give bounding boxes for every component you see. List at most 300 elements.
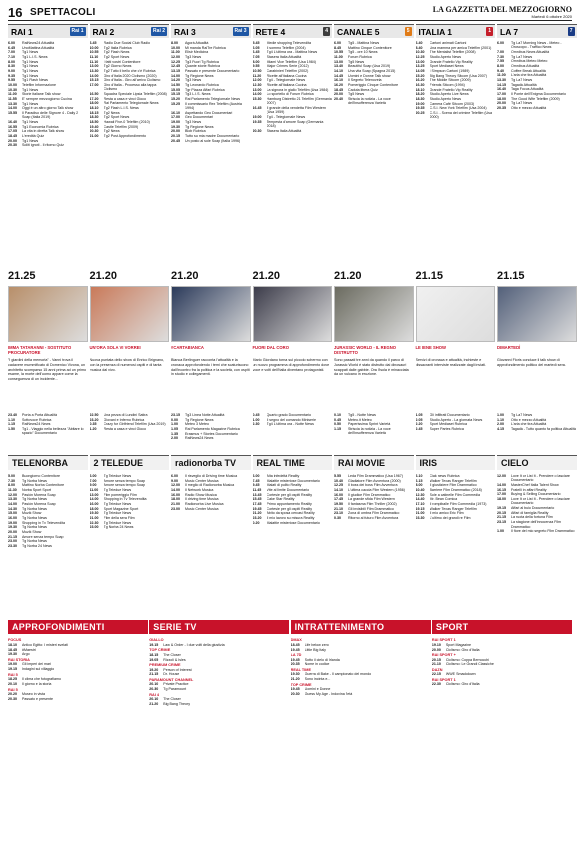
channel-subheader: PREMIUM CRIME (149, 662, 181, 667)
listing-program: Aspettando Geo Documentari (185, 110, 233, 115)
listing-time: 13.30 (89, 69, 99, 74)
listing-program: Otto e mezzo Attualità (511, 417, 547, 422)
listing-row (149, 658, 289, 662)
listing-row (8, 667, 148, 671)
listing-time: 21.15 (149, 672, 159, 677)
listing-time: 16.00 (334, 492, 343, 497)
listing-program: Sottovoce Rubrica (22, 417, 52, 422)
listing-program: Abito da sposa cercasi Reality (266, 511, 315, 516)
listing-row (497, 497, 577, 506)
listing-program: Il clima che fotografiamo (22, 677, 61, 682)
listing-program: Tg3 News (185, 78, 202, 83)
listing-row (416, 427, 496, 431)
listing-time: 19.45 (290, 657, 300, 662)
listing-time: 20.00 (171, 129, 180, 134)
channel-header-rete-4 (253, 24, 333, 38)
listing-program: Big Bang Theory Sitcom (Usa 2007) (429, 73, 487, 78)
listing-program: Tg1 Flash News (22, 78, 48, 83)
listing-row (291, 643, 431, 647)
listing-program: Tg2 Italia Rubrica (103, 45, 132, 50)
listing-time: 9.00 (8, 69, 15, 74)
channel-logo: 4 (325, 28, 328, 34)
listing-program: Zona di ombra Film Drammatico (348, 511, 400, 516)
channel-schedule-list (416, 474, 496, 614)
listing-program: Affari di famiglia Reality (511, 510, 549, 515)
listing-time: 4.15 (497, 427, 504, 432)
listing-time: 14.30 (8, 506, 17, 511)
listing-program: Mattino Cinque Contenitore (348, 45, 392, 50)
listing-time: 10.50 (252, 69, 262, 74)
listing-time: 5.00 (8, 474, 15, 478)
listing-row (149, 687, 289, 691)
channel-schedule-list (497, 474, 577, 614)
listing-program: Il mio lavoro su misura Reality (266, 516, 315, 521)
listing-program: Tg2 Flash News (103, 50, 130, 55)
listing-program: Tagadà Attualità (511, 82, 537, 87)
listing-program: The Closer (163, 652, 181, 657)
listing-time: 14.00 (497, 483, 506, 488)
channel-subheader: REAL TIME (290, 667, 311, 672)
listing-time: 8.00 (171, 41, 178, 45)
listing-row (291, 658, 431, 662)
listing-time: 7.30 (497, 54, 504, 59)
listing-program: Il segno del comando Miniserie (266, 417, 317, 422)
channel-name: IRIS (419, 458, 438, 468)
channel-header-rai-movie (334, 455, 414, 470)
listing-time: 7.55 (497, 59, 504, 64)
channel-logo: Rai 3 (234, 28, 247, 34)
listing-time: 11.55 (8, 97, 17, 102)
listing-program: Tg2 Giorno News (103, 64, 132, 69)
listing-time: 14.00 (252, 92, 262, 97)
listing-program: Tutto su mia madre Documentario (185, 134, 240, 139)
listing-time: 19.15 (149, 642, 159, 647)
listing-time: 23.20 (89, 417, 99, 422)
listing-time: 23.40 (8, 413, 17, 417)
listing-program: La signora in giallo Telefilm (Usa 1984) (266, 87, 329, 92)
listing-time: 21.15 (8, 534, 17, 539)
listing-time: 12.30 (415, 492, 425, 497)
channel-header-radionorba-tv (171, 455, 251, 470)
listing-time: 19.30 (171, 124, 180, 129)
listing-program: Rai Parlamento Telegiornale News (103, 101, 159, 106)
listing-time: 12.00 (252, 78, 262, 83)
listing-time: 11.45 (252, 488, 262, 493)
listing-time: 22.30 (431, 682, 441, 687)
listing-program: Taga Focus Attualità (511, 87, 544, 92)
channel-logo: Rai 2 (153, 28, 165, 34)
program-description: Sono passati tre anni da quando il parco di Jurassic World è stato distrutto dai dinosauri scappati dalle gabbie. Ora l'isola è minacciata da un vulcano in eruzione. (334, 358, 409, 377)
listing-time: 14.00 (89, 73, 99, 78)
listing-time: 20.00 (334, 92, 343, 97)
listing-time: 19.00 (252, 115, 262, 120)
listing-time: 10.30 (415, 50, 425, 55)
listing-program: Il grande della vendetta Film Western (Usa 1959) (266, 106, 326, 115)
listing-time: 6.00 (171, 474, 178, 478)
listing-program: Major Crimes Serie (2012) (266, 64, 309, 69)
listing-time: 18.45 (8, 134, 17, 139)
listing-time: 17.00 (497, 92, 506, 97)
listing-program: Tg Norba News (22, 478, 47, 483)
listing-time: 14.00 (171, 488, 180, 493)
listing-program: Amore senza tempo Soap (22, 534, 64, 539)
listing-time: 18.50 (89, 120, 99, 125)
listing-program: Omnibus Meteo Meteo (511, 59, 548, 64)
listing-time: 19.30 (290, 672, 300, 677)
listing-time: 20.20 (8, 692, 17, 697)
listing-time: 2.05 (415, 417, 423, 422)
listing-time: 2.20 (415, 422, 423, 427)
listing-time: 7.00 (89, 478, 97, 483)
listing-time: 8.45 (334, 45, 341, 50)
listing-time: 13.00 (334, 59, 343, 64)
listing-program: Tg La7 News (511, 101, 533, 106)
listing-program: Love It or List It - Prendere o lasciare Documentario (511, 497, 570, 506)
listing-program: Vite al limite Documentario (266, 488, 310, 493)
listing-program: Il driving time Musica (185, 497, 219, 502)
listing-row (253, 129, 333, 133)
listing-program: Muzik Show (22, 511, 42, 516)
channel-header-2-teledue (90, 455, 170, 470)
listing-program: Tg Norba News (22, 497, 47, 502)
listing-time: 19.05 (149, 657, 159, 662)
listing-time: 21.00 (89, 516, 99, 521)
listing-time: 14.50 (171, 83, 180, 88)
listing-time: 16.20 (334, 83, 343, 88)
page-number: 16 (8, 5, 23, 20)
listing-program: Person of Interest (163, 667, 192, 672)
channel-daytime-list (334, 41, 414, 266)
listing-time: 1.00 (252, 417, 260, 422)
listing-time: 15.20 (171, 97, 180, 102)
listing-row (149, 672, 289, 676)
channel-daytime-list (8, 41, 88, 266)
program-photo (334, 286, 414, 342)
category-list (291, 637, 431, 833)
listing-time: 7.00 (497, 50, 504, 55)
listing-row (149, 653, 289, 657)
listing-time: 16.00 (8, 516, 17, 521)
listing-row (497, 427, 577, 431)
listing-time: 16.20 (415, 78, 425, 83)
listing-time: 16.40 (497, 87, 506, 92)
listing-time: 23.00 (89, 525, 99, 530)
listing-row (416, 516, 496, 520)
listing-row (90, 525, 170, 529)
listing-time: 14.00 (89, 497, 99, 502)
listing-program: Malati di pulito Reality (266, 483, 302, 488)
listing-time: 18.30 (415, 97, 425, 102)
listing-time: 21.10 (431, 662, 441, 667)
listing-program: Studio Aperto News (429, 97, 462, 102)
listing-time: 14.40 (415, 497, 425, 502)
listing-time: 23.30 (415, 516, 425, 521)
channel-logo: 1 (488, 28, 491, 34)
listing-time: 12.25 (334, 483, 343, 488)
listing-time: 16.00 (89, 502, 99, 507)
listing-program: I fatti vostri Contenitore (103, 59, 141, 64)
listing-time: 10.00 (8, 83, 17, 88)
listing-time: 2.00 (497, 422, 504, 427)
listing-time: 17.00 (89, 83, 99, 88)
listing-program: Una vita Soap (Spagna 2015) (348, 69, 396, 74)
listing-time: 11.10 (89, 59, 99, 64)
listing-time: 6.00 (334, 41, 341, 45)
listing-row (8, 652, 148, 656)
listing-time: 8.00 (8, 59, 15, 64)
listing-program: Walker Texas Ranger Telefilm (429, 506, 477, 511)
listing-program: Radio Show Musica (185, 492, 217, 497)
listing-time: 16.40 (8, 120, 17, 125)
listing-program: Una pezza di Lundini Satira (103, 413, 148, 417)
listing-row (253, 521, 333, 525)
listing-row (291, 692, 431, 696)
program-description: Bianca Berlinguer racconta l'attualità e la cronaca approfondendo i temi che scaturiscono dall'incontro fra la politica e la società, con ospiti in studio e collegamenti. (171, 358, 250, 377)
listing-program: Pomeriggio Cinque Contenitore (348, 83, 399, 88)
listing-time: 19.15 (497, 506, 506, 511)
listing-time: 12.00 (171, 483, 180, 488)
listing-time: 19.30 (8, 525, 17, 530)
listing-time: 20.30 (8, 697, 17, 701)
listing-program: Music Center Musica (185, 478, 219, 483)
listing-row (497, 529, 577, 533)
listing-row (90, 83, 170, 92)
listing-time: 20.30 (290, 692, 300, 697)
listing-row (171, 507, 251, 511)
listing-time: 23.15 (171, 413, 180, 417)
listing-program: C.S.I. - Scena del crimine Telefilm (Usa 2000) (429, 111, 492, 120)
channel-logo: Rai 1 (71, 28, 84, 34)
listing-time: 18.20 (415, 92, 425, 97)
listing-time: 0.20 (252, 520, 260, 525)
listing-time: 13.00 (415, 59, 425, 64)
listing-program: Studio Aperto - La giornata News (429, 417, 483, 422)
listing-time: 13.45 (252, 492, 262, 497)
listing-time: 13.25 (415, 64, 425, 69)
listing-program: Rai Parlamento Magazine Rubrica (185, 427, 240, 432)
listing-time: 21.10 (334, 506, 343, 511)
listing-time: 18.45 (334, 87, 343, 92)
listing-row (291, 662, 431, 666)
evening-time: 21.20 (334, 270, 362, 282)
listing-time: 0.35 (89, 422, 97, 427)
listing-row (149, 697, 289, 701)
listing-row (8, 427, 88, 436)
listing-time: 13.00 (252, 87, 262, 92)
listing-time: 16.10 (334, 78, 343, 83)
listing-program: Tg Teledue News (103, 502, 132, 507)
channel-name: CANALE 5 (337, 27, 380, 37)
listing-time: 14.10 (334, 69, 343, 74)
listing-program: L'aria che tira Attualità (511, 73, 547, 78)
listing-program: Tg4 L'ultima ora - Mattina News (266, 50, 318, 55)
listing-program: Caduta libera Quiz (348, 87, 378, 92)
listing-program: Passato e presente (22, 697, 53, 701)
listing-time: 1.00 (497, 529, 504, 534)
listing-program: Tg Norba News (22, 516, 47, 521)
listing-program: Law & Order - I due volti della giustizia (163, 642, 225, 647)
listing-time: 19.40 (89, 124, 99, 129)
listing-program: Tg1 News (22, 69, 39, 74)
listing-time: 19.15 (415, 506, 425, 511)
late-night-list (171, 413, 251, 449)
listing-program: Cortesie per gli ospiti Reality (266, 506, 313, 511)
listing-time: 15.25 (171, 101, 180, 106)
listing-program: Malattie misteriose Documentario (266, 478, 320, 483)
listing-program: Hamburg Distretto 21 Telefilm (Germania 2007) (266, 97, 332, 106)
listing-program: Grande Fratello Vip Reality (429, 59, 473, 64)
program-description: "I giardini della memoria" - Vanni trova il cadavere mummificato di Domenico Vivona, un architetto scomparso 15 anni prima ad un primo esame, la morte dell'uomo appare come la conseguenza di un incidente... (8, 358, 87, 382)
listing-program: L'ultimo dei grandi re Film (429, 516, 471, 521)
channel-header-italia-1 (416, 24, 496, 38)
listing-program: Striscia la notizia - La voce dell'insofferenza Varietà (348, 427, 391, 436)
listing-time: 20.40 (334, 97, 343, 102)
listing-program: Tg2 Post Approfondimento (103, 134, 147, 139)
channel-subheader: TOP CRIME (149, 648, 171, 652)
program-description: Giovanni Floris conduce il talk show di approfondimento politico del martedì sera. (497, 358, 566, 367)
listing-time: 20.00 (8, 138, 17, 143)
listing-time: 18.00 (497, 497, 506, 502)
listing-program: Tg1 News (22, 120, 39, 125)
channel-name: TELENORBA (12, 458, 68, 468)
listing-time: 20.25 (415, 111, 425, 116)
listing-time: 20.35 (497, 106, 506, 111)
evening-time: 21.20 (252, 270, 281, 282)
listing-program: Tg1 News (22, 73, 39, 78)
late-night-list (90, 413, 170, 449)
listing-time: 6.45 (89, 41, 97, 45)
evening-time: 21.20 (89, 270, 118, 282)
listing-program: Private Practice (163, 682, 189, 687)
listing-row (8, 682, 148, 686)
listing-row (8, 643, 148, 647)
program-photo (497, 286, 577, 342)
listing-time: 14.00 (8, 106, 17, 111)
listing-program: Uomini e Donne (304, 687, 331, 692)
listing-program: Omnibus News Attualità (511, 50, 550, 55)
listing-time: 1.10 (8, 417, 15, 422)
listing-time: 8.00 (497, 64, 504, 69)
listing-program: Il giorno e la storia (22, 682, 52, 687)
listing-program: Tagadà - Tutto quanto fa politica Attualità (511, 427, 576, 432)
listing-time: 11.10 (89, 55, 99, 60)
listing-program: Film della sera Film (103, 516, 135, 521)
channel-subheader: GIALLO (149, 638, 164, 642)
listing-program: Il Segreto Telenovela (348, 78, 382, 83)
listing-time: 11.20 (252, 73, 262, 78)
listing-time: 9.40 (497, 68, 504, 73)
listing-time: 14.00 (171, 73, 180, 78)
listing-program: Friends Sitcom (1994) (429, 83, 465, 88)
listing-time: 21.00 (171, 502, 180, 507)
listing-program: I Simpson Cartoni (1989) (429, 69, 470, 74)
listing-time: 12.25 (171, 59, 180, 64)
listing-program: Ciak news Rubrica (429, 474, 460, 478)
listing-time: 16.30 (415, 83, 425, 88)
listing-program: Norba Sport Sport (22, 488, 51, 493)
program-title: DIMARTEDÌ (497, 345, 521, 350)
channel-daytime-list (416, 41, 496, 266)
channel-daytime-list (171, 41, 251, 266)
listing-row (90, 134, 170, 138)
listing-time: 11.00 (171, 50, 180, 55)
listing-time: 23.20 (252, 516, 262, 521)
listing-time: 20.30 (8, 143, 17, 148)
listing-program: Little Big Italy (304, 647, 326, 652)
listing-program: La vita in diretta Talk show (22, 129, 65, 134)
listing-program: Il mio amico Eric Film (429, 511, 464, 516)
listing-time: 12.00 (497, 474, 506, 478)
listing-program: Resta a casa e vinci Gioco (103, 96, 147, 101)
listing-program: Tg Paramount (163, 687, 187, 692)
listing-time: 23.15 (497, 520, 506, 525)
channel-subheader: RAI STORIA (8, 657, 30, 662)
listing-time: 19.35 (252, 119, 262, 124)
listing-program: Tg Teledue News (103, 520, 132, 525)
listing-time: 14.10 (334, 488, 343, 493)
listing-program: Tg Norba News (22, 525, 47, 530)
listing-program: Resta a casa e vinci Gioco (103, 427, 147, 432)
listing-time: 15.15 (171, 92, 180, 97)
listing-time: 12.45 (171, 64, 180, 69)
listing-time: 20.10 (149, 697, 159, 702)
listing-program: Tg3 News (185, 120, 202, 125)
late-night-list (334, 413, 414, 449)
listing-program: Radionorba Live Musica (185, 502, 224, 507)
listing-program: Ciclismo: Coppa Bernocchi (445, 657, 490, 662)
program-title: FUORI DAL CORO (252, 345, 289, 350)
listing-program: Sport Mediaset News (429, 64, 464, 69)
listing-program: Tg Teledue News (103, 488, 132, 493)
listing-program: Tg1 News (22, 87, 39, 92)
channel-schedule-list (8, 474, 88, 614)
listing-time: 1.00 (171, 422, 178, 427)
listing-program: Tg Regione News (185, 73, 214, 78)
listing-row (253, 422, 333, 426)
listing-row (149, 702, 289, 706)
listing-row (334, 516, 414, 520)
listing-time: 18.45 (290, 642, 300, 647)
listing-time: 6.00 (89, 474, 97, 478)
program-title: IMMA TATARANNI - SOSTITUTO PROCURATORE (8, 345, 72, 356)
listing-time: 23.30 (8, 544, 17, 549)
listing-program: Buongiorno Contenitore (22, 474, 60, 478)
listing-program: Rai Parlamento Telegiornale News (185, 97, 241, 102)
listing-program: Walker Texas Ranger Telefilm (429, 478, 477, 483)
listing-time: 7.45 (252, 478, 260, 483)
listing-program: Forum Rubrica (348, 55, 372, 60)
listing-time: 18.25 (8, 677, 17, 682)
listing-program: Life below zero (304, 642, 329, 647)
listing-time: 17.05 (8, 129, 17, 134)
listing-program: Uomini e Donne Talk show (348, 73, 391, 78)
listing-time: 13.30 (8, 497, 17, 502)
listing-time: 13.00 (89, 492, 99, 497)
listing-program: Il giudice Film Drammatico (348, 492, 391, 497)
listing-program: Giro d'Italia 2020 Ciclismo (2020) (103, 73, 157, 78)
listing-program: Ricette all'italiana Cucina (266, 83, 307, 88)
listing-program: Agorà Attualità (185, 41, 209, 45)
channel-daytime-list (90, 41, 170, 266)
listing-time: 18.45 (8, 647, 17, 652)
channel-header-rai-3 (171, 24, 251, 38)
listing-program: Otto e mezzo Attualità (511, 106, 547, 111)
listing-row (90, 427, 170, 431)
page-header (8, 5, 572, 21)
listing-row (497, 106, 577, 110)
listing-row (8, 692, 148, 696)
listing-row (149, 682, 289, 686)
